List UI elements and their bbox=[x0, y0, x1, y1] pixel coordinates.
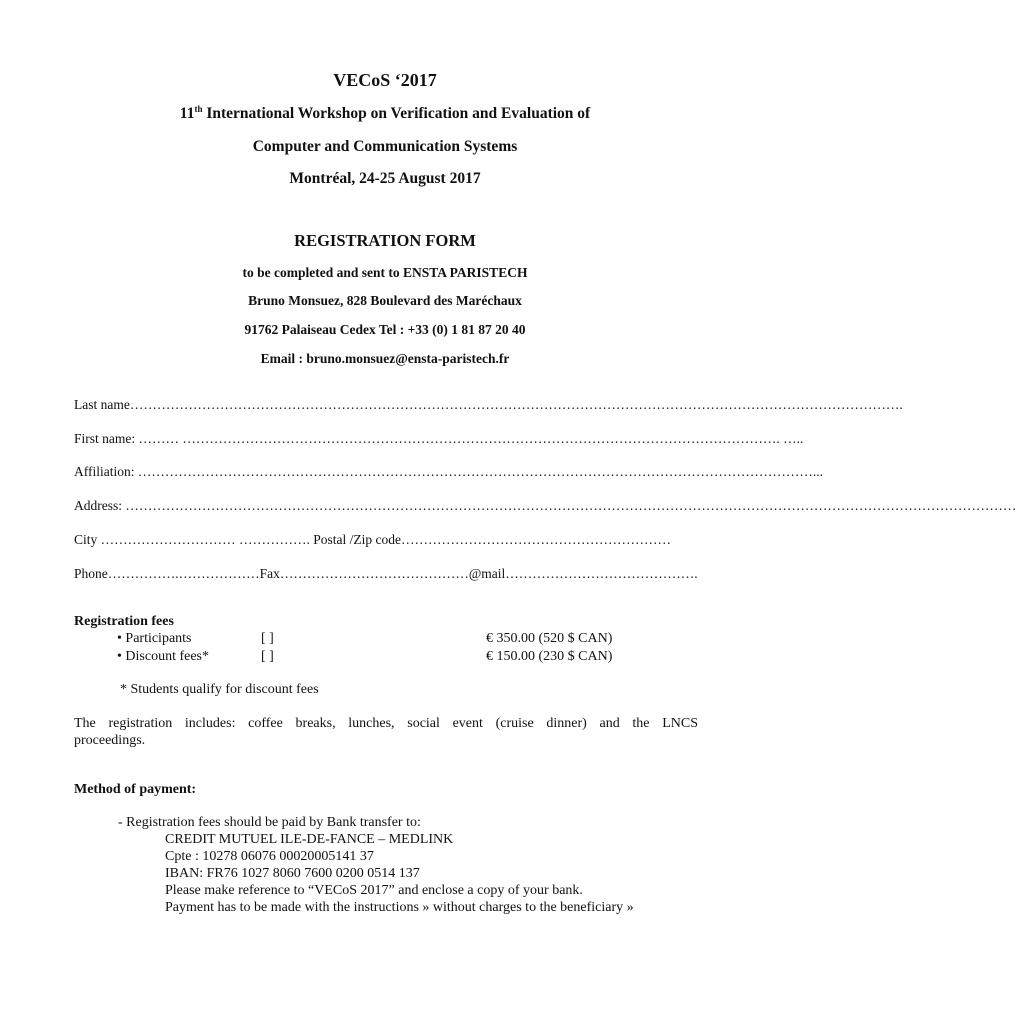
ordinal-suffix: th bbox=[194, 103, 203, 114]
subtitle-line-1-text: International Workshop on Verification and Evaluation of bbox=[202, 105, 591, 122]
account-number-line: Cpte : 10278 06076 00020005141 37 bbox=[165, 849, 374, 864]
affiliation-field: Affiliation: ……………………………………………………………………………………………………………………………………... bbox=[74, 464, 823, 479]
fee-checkbox-participants[interactable]: [ ] bbox=[261, 631, 274, 646]
workshop-subtitle-line-2: Computer and Communication Systems bbox=[252, 138, 518, 155]
discount-note: * Students qualify for discount fees bbox=[120, 682, 319, 697]
phone-fax-mail-field: Phone…………….………………Fax……………………………………@mail……………………………………. bbox=[74, 566, 698, 581]
send-to-line: to be completed and sent to ENSTA PARISTECH bbox=[242, 265, 528, 280]
fee-label-discount: • Discount fees* bbox=[117, 649, 209, 664]
fee-price-discount: € 150.00 (230 $ CAN) bbox=[486, 649, 613, 664]
location-date: Montréal, 24-25 August 2017 bbox=[289, 170, 481, 187]
payment-heading: Method of payment: bbox=[74, 782, 197, 797]
email-line: Email : bruno.monsuez@ensta-paristech.fr bbox=[260, 351, 510, 366]
fees-heading: Registration fees bbox=[74, 614, 174, 629]
iban-line: IBAN: FR76 1027 8060 7600 0200 0514 137 bbox=[165, 866, 420, 881]
charges-line: Payment has to be made with the instructions » without charges to the beneficiary » bbox=[165, 900, 634, 915]
reference-line: Please make reference to “VECoS 2017” and enclose a copy of your bank. bbox=[165, 883, 583, 898]
page-title: VECoS ‘2017 bbox=[333, 70, 437, 90]
payment-intro: - Registration fees should be paid by Bank transfer to: bbox=[118, 815, 421, 830]
bank-name-line: CREDIT MUTUEL ILE-DE-FANCE – MEDLINK bbox=[165, 832, 454, 847]
first-name-field: First name: ……… ……………………………………………………………………………………………………………………. ….. bbox=[74, 431, 804, 446]
address-field: Address: ……………………………………………………………………………………………………………………………………………………………………………… bbox=[74, 498, 1016, 513]
postal-tel-line: 91762 Palaiseau Cedex Tel : +33 (0) 1 81 87 20 40 bbox=[244, 322, 526, 337]
fee-label-participants: • Participants bbox=[117, 631, 192, 646]
includes-line-1: The registration includes: coffee breaks, lunches, social event (cruise dinner) and the LNCS bbox=[74, 716, 698, 731]
last-name-field: Last name………………………………………………………………………………………………………………………………………………………. bbox=[74, 397, 903, 412]
form-heading: REGISTRATION FORM bbox=[294, 231, 476, 250]
includes-line-2: proceedings. bbox=[74, 733, 146, 748]
workshop-subtitle-line-1 bbox=[0, 105, 770, 123]
fee-price-participants: € 350.00 (520 $ CAN) bbox=[486, 631, 613, 646]
fee-checkbox-discount[interactable]: [ ] bbox=[261, 649, 274, 664]
city-postal-field: City ………………………… ……………. Postal /Zip code…………………………………………………… bbox=[74, 532, 671, 547]
ordinal-number: 11 bbox=[179, 105, 195, 122]
contact-address-line: Bruno Monsuez, 828 Boulevard des Maréchaux bbox=[248, 293, 522, 308]
